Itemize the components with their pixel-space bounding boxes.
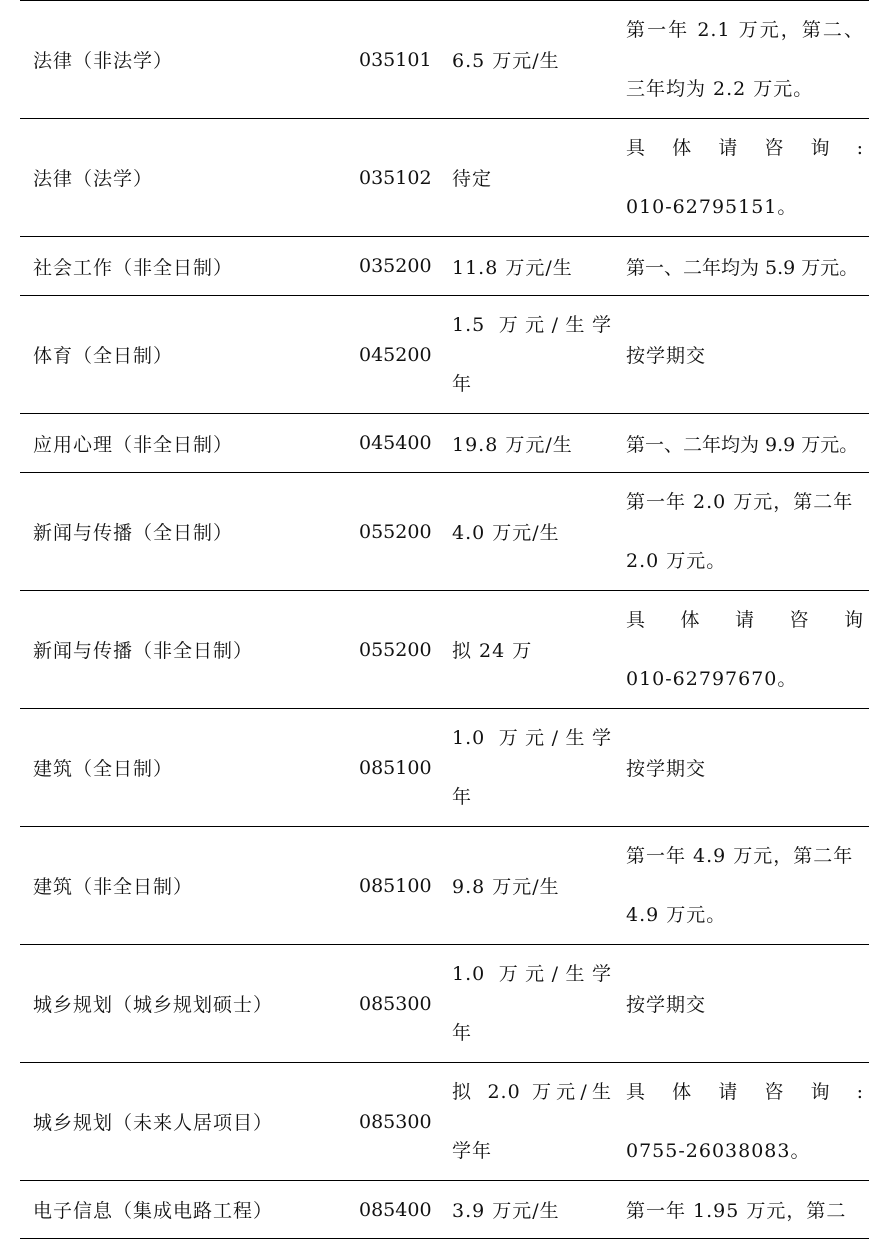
tuition-fee: 19.8 万元/生 — [452, 433, 573, 456]
program-name: 城乡规划（城乡规划硕士） — [33, 994, 274, 1016]
tuition-fee: 4.0 万元/生 — [452, 522, 560, 544]
fee-note-line-1: 具 体 请 咨 询 — [626, 608, 864, 631]
tuition-fee: 6.5 万元/生 — [452, 50, 560, 72]
fee-note-line-1: 具 体 请 咨 询 : — [626, 136, 864, 159]
fee-note — [626, 591, 864, 708]
tuition-fee: 3.9 万元/生 — [452, 1200, 560, 1222]
program-name: 体育（全日制） — [33, 345, 174, 367]
tuition-fee-line-2: 学年 — [452, 1139, 493, 1162]
fee-note: 第一、二年均为 5.9 万元。 — [626, 256, 859, 279]
fee-note-line-1: 第一年 2.1 万元，第二、 — [626, 18, 864, 41]
table-row — [20, 296, 869, 414]
table-row — [20, 827, 869, 945]
program-name: 应用心理（非全日制） — [33, 433, 234, 456]
fee-note: 按学期交 — [626, 758, 707, 780]
fee-note-line-1: 具 体 请 咨 询 : — [626, 1080, 864, 1103]
fee-note — [626, 473, 864, 590]
tuition-fee-line-2: 年 — [452, 372, 473, 395]
fee-note-line-2: 010-62795151。 — [626, 195, 798, 218]
program-name: 城乡规划（未来人居项目） — [33, 1112, 274, 1134]
tuition-fee — [452, 1063, 612, 1180]
table-row — [20, 119, 869, 237]
tuition-fee: 9.8 万元/生 — [452, 876, 560, 898]
fee-note — [626, 1, 864, 118]
fee-table — [20, 0, 869, 1239]
program-code: 055200 — [359, 638, 432, 661]
tuition-fee-line-1: 1.0 万元/生学 — [452, 726, 612, 749]
table-row — [20, 1063, 869, 1181]
program-code: 045400 — [359, 432, 432, 454]
fee-note: 按学期交 — [626, 345, 707, 367]
program-name: 社会工作（非全日制） — [33, 256, 234, 279]
fee-note — [626, 827, 864, 944]
table-row — [20, 414, 869, 473]
program-code: 085100 — [359, 756, 432, 779]
fee-note: 第一、二年均为 9.9 万元。 — [626, 433, 859, 456]
program-code: 035200 — [359, 255, 432, 277]
table-row — [20, 1181, 869, 1239]
program-code: 085300 — [359, 1110, 432, 1133]
tuition-fee — [452, 945, 612, 1062]
fee-note — [626, 119, 864, 236]
fee-note: 按学期交 — [626, 994, 707, 1016]
tuition-fee: 拟 24 万 — [452, 640, 533, 662]
program-code: 085400 — [359, 1198, 432, 1221]
tuition-fee-line-1: 拟 2.0 万元/生 — [452, 1080, 612, 1103]
program-code: 035102 — [359, 166, 432, 189]
table-row — [20, 473, 869, 591]
fee-note-line-1: 第一年 4.9 万元，第二年 — [626, 844, 854, 867]
fee-note: 第一年 1.95 万元，第二 — [626, 1200, 847, 1222]
fee-note-line-2: 2.0 万元。 — [626, 549, 727, 572]
program-name: 法律（非法学） — [33, 50, 174, 72]
tuition-fee-line-1: 1.0 万元/生学 — [452, 962, 612, 985]
program-name: 新闻与传播（非全日制） — [33, 640, 254, 662]
program-name: 建筑（非全日制） — [33, 876, 194, 898]
table-row — [20, 709, 869, 827]
tuition-fee-line-1: 1.5 万元/生学 — [452, 313, 612, 336]
program-code: 045200 — [359, 343, 432, 366]
fee-note-line-2: 0755-26038083。 — [626, 1139, 811, 1162]
tuition-fee-line-2: 年 — [452, 1021, 473, 1044]
table-row — [20, 237, 869, 296]
program-code: 085100 — [359, 874, 432, 897]
program-code: 055200 — [359, 520, 432, 543]
table-row — [20, 945, 869, 1063]
program-code: 085300 — [359, 992, 432, 1015]
program-name: 建筑（全日制） — [33, 758, 174, 780]
fee-note — [626, 1063, 864, 1180]
table-row — [20, 1, 869, 119]
fee-note-line-2: 010-62797670。 — [626, 667, 798, 690]
tuition-fee: 待定 — [452, 168, 493, 190]
program-name: 新闻与传播（全日制） — [33, 522, 234, 544]
fee-note-line-2: 三年均为 2.2 万元。 — [626, 77, 814, 100]
fee-note-line-1: 第一年 2.0 万元，第二年 — [626, 490, 854, 513]
fee-note-line-2: 4.9 万元。 — [626, 903, 727, 926]
tuition-fee — [452, 709, 612, 826]
tuition-fee-line-2: 年 — [452, 785, 473, 808]
tuition-fee: 11.8 万元/生 — [452, 256, 573, 279]
program-code: 035101 — [359, 48, 432, 71]
program-name: 电子信息（集成电路工程） — [33, 1200, 274, 1222]
tuition-fee — [452, 296, 612, 413]
program-name: 法律（法学） — [33, 168, 154, 190]
table-row — [20, 591, 869, 709]
